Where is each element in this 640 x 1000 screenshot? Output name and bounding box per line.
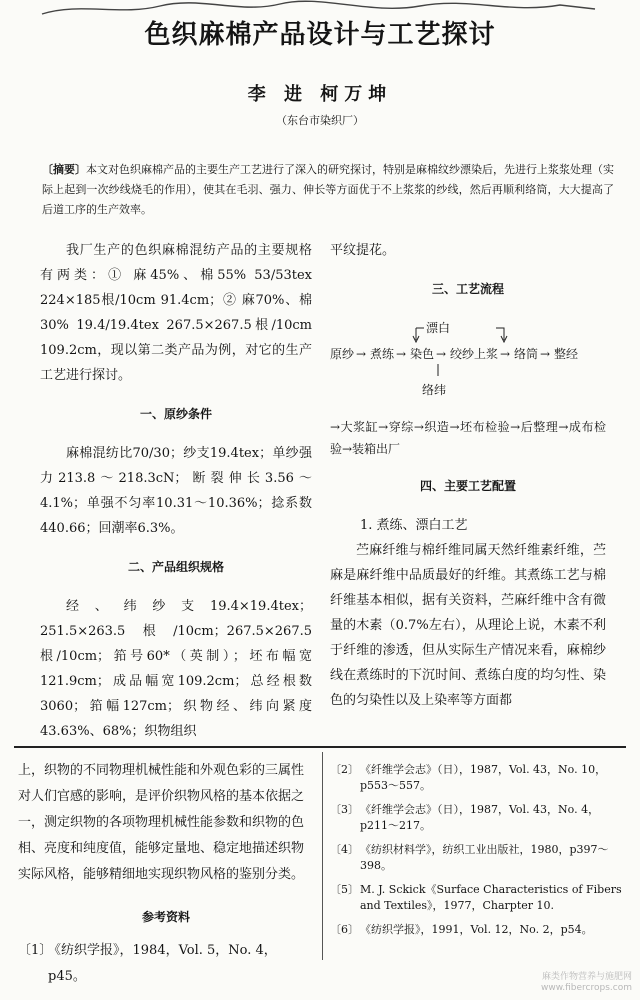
watermark-title: 麻类作物营养与施肥网 xyxy=(541,972,632,982)
reference-text: 《纺织材料学》，纺织工业出版社，1980，p397～398。 xyxy=(360,843,609,872)
previous-article-text: 上，织物的不同物理机械性能和外观色彩的三属性对人们官感的影响，是评价织物风格的基本依据之一，测定织物的各项物理机械性能参数和织物的色相、亮度和纯度值，能够定量地、稳定地描述织物实际风格，能够精细地实现织物风格的鉴别分类。 xyxy=(18,763,305,882)
reference-item xyxy=(330,842,622,874)
intro-paragraph: 我厂生产的色织麻棉混纺产品的主要规格有两类：① 麻45%、棉55% 53/53tex 224×185根/10cm 91.4cm；② 麻70%、棉30% 19.4/19.4tex 267.5×267.5根/10cm 109.2cm，现以第二类产品为例，对它的生产工艺进行探讨。 xyxy=(40,243,312,383)
reference-list xyxy=(330,762,622,946)
column-divider xyxy=(322,752,323,960)
flow-arrow: → xyxy=(540,347,551,361)
flow-node-bleach: 漂白 xyxy=(426,321,451,335)
reference-number: 〔4〕 xyxy=(330,843,359,856)
flow-arrow: → xyxy=(396,347,407,361)
reference-number: 〔5〕 xyxy=(330,883,359,896)
authors: 李 进 柯万坤 xyxy=(247,84,393,105)
abstract-text: 本文对色织麻棉产品的主要生产工艺进行了深入的研究探讨，特别是麻棉纹纱漂染后，先进行上浆浆处理（实际上起到一次纱线烧毛的作用），使其在毛羽、强力、伸长等方面优于不上浆浆的纱线，然后再顺利络筒，大大提高了后道工序的生产效率。 xyxy=(42,163,614,216)
flow-node-sizing: 绞纱上浆 xyxy=(450,347,499,361)
reference-number: 〔3〕 xyxy=(330,803,359,816)
section-divider xyxy=(14,746,626,748)
flow-arrow: → xyxy=(356,347,367,361)
flow-node-boil: 煮练 xyxy=(370,347,395,361)
section-heading-process-flow: 三、工艺流程 xyxy=(431,282,504,296)
reference-text: 《纤维学会志》（日），1987，Vol. 43，No. 4，p211～217。 xyxy=(360,803,600,832)
watermark-url: www.fibercrops.com xyxy=(541,983,632,993)
article-title: 色织麻棉产品设计与工艺探讨 xyxy=(144,20,496,50)
continued-text: 平纹提花。 xyxy=(330,243,396,258)
reference-item xyxy=(330,762,622,794)
flow-arrows xyxy=(330,316,606,412)
section-heading-fabric-spec: 二、产品组织规格 xyxy=(127,560,224,574)
raw-yarn-paragraph: 麻棉混纺比70/30；纱支19.4tex；单纱强力213.8～218.3cN；断裂伸长3.56～4.1%；单强不匀率10.31～10.36%；捻系数440.66；回潮率6.3%。 xyxy=(40,446,312,536)
fabric-spec-paragraph: 经、纬纱支19.4×19.4tex；251.5×263.5根/10cm；267.5×267.5根/10cm；筘号60*（英制）；坯布幅宽121.9cm；成品幅宽109.2cm；总经根数3060；筘幅127cm；织物经、纬向紧度43.63%、68%；织物组织 xyxy=(40,599,312,739)
flow-node-raw-yarn: 原纱 xyxy=(330,347,355,361)
process-flow-line2: →大浆缸→穿综→织造→坯布检验→后整理→成布检验→装箱出厂 xyxy=(330,420,606,456)
flow-node-weft-winding: 络纬 xyxy=(422,383,447,397)
flow-node-winding: 络筒 xyxy=(514,347,539,361)
reference-item xyxy=(330,882,622,914)
reference-number: 〔1〕 xyxy=(18,943,53,958)
watermark xyxy=(541,972,632,994)
reference-text: 《纺织学报》，1991，Vol. 12，No. 2，p54。 xyxy=(360,923,593,936)
flow-node-dye: 染色 xyxy=(410,347,435,361)
reference-text: M. J. Sckick《Surface Characteristics of Fibers and Textiles》，1977，Charpter 10. xyxy=(360,883,622,912)
reference-item xyxy=(330,802,622,834)
flow-node-warping: 整经 xyxy=(554,347,579,361)
scouring-paragraph: 苎麻纤维与棉纤维同属天然纤维素纤维，苎麻是麻纤维中品质最好的纤维。其煮练工艺与棉纤维基本相似，据有关资料，苎麻纤维中含有微量的木素（0.7%左右），从理论上说，木素不利于纤维的渗透，但从实际生产情况来看，麻棉纱线在煮练时的下沉时间、煮练白度的均匀性、染色的匀染性以及上染率等方面都 xyxy=(330,543,606,708)
process-flow-diagram xyxy=(330,316,606,412)
section-heading-main-config: 四、主要工艺配置 xyxy=(419,479,516,493)
reference-item xyxy=(18,938,314,990)
affiliation: （东台市染织厂） xyxy=(276,114,364,127)
reference-item xyxy=(330,922,622,938)
bottom-left-column xyxy=(18,758,314,998)
references-heading: 参考资料 xyxy=(141,910,190,924)
left-column xyxy=(40,238,312,744)
right-column xyxy=(330,238,606,713)
section-heading-raw-yarn: 一、原纱条件 xyxy=(139,407,212,421)
flow-arrow: → xyxy=(436,347,447,361)
flow-arrow: → xyxy=(500,347,511,361)
abstract xyxy=(42,160,614,220)
reference-text: 《纺织学报》，1984，Vol. 5，No. 4，p45。 xyxy=(48,943,277,984)
reference-text: 《纤维学会志》（日），1987，Vol. 43，No. 10，p553～557。 xyxy=(360,763,607,792)
abstract-keyword: 〔摘要〕 xyxy=(42,163,86,176)
reference-number: 〔6〕 xyxy=(330,923,359,936)
reference-number: 〔2〕 xyxy=(330,763,359,776)
subsection-heading-scouring: 1. 煮练、漂白工艺 xyxy=(360,518,468,533)
